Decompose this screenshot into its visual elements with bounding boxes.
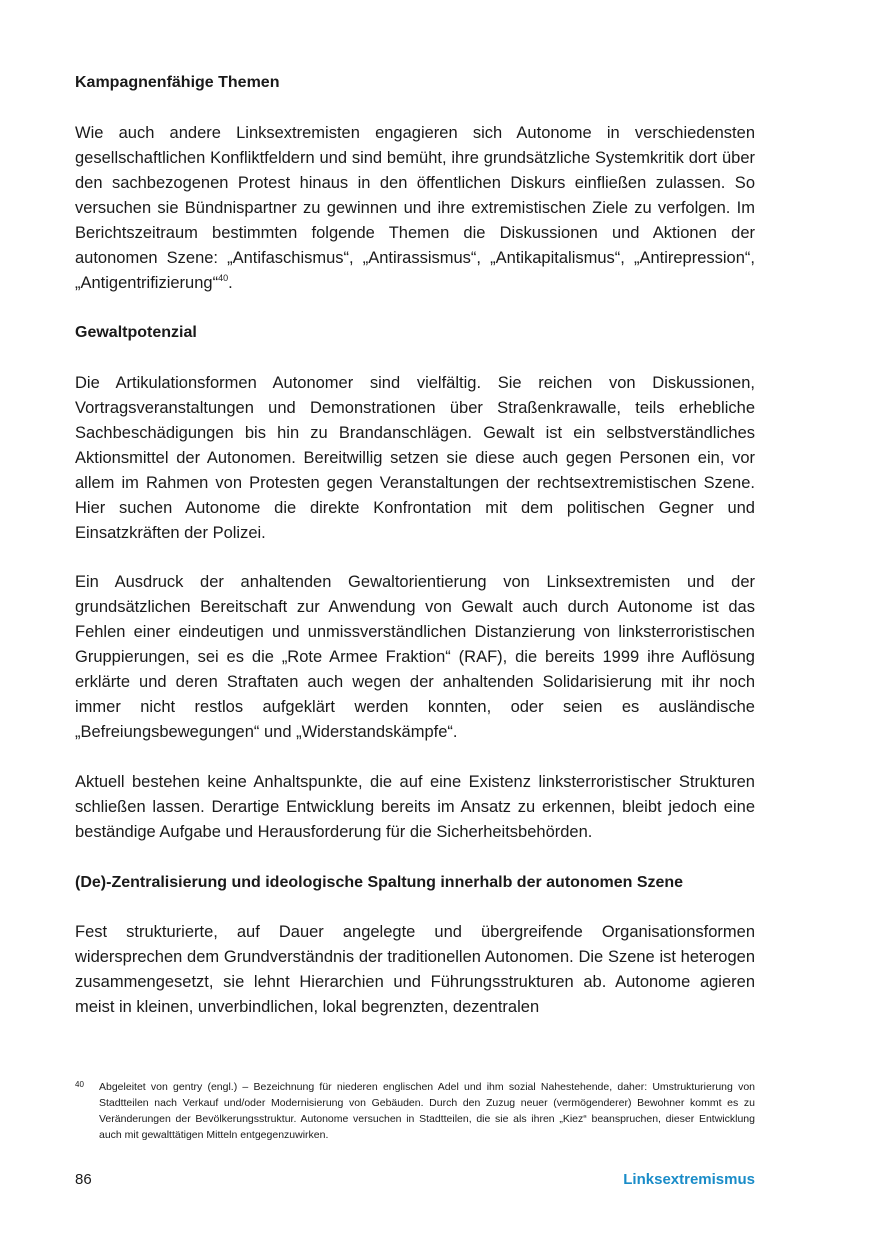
paragraph-zentralisierung: Fest strukturierte, auf Dauer angelegte und übergreifende Organisationsformen widersprechen dem Grundverständnis der traditionellen Autonomen. Die Szene ist heterogen zusammengesetzt, sie lehnt Hierarchien und Führungsstrukturen ab. Autonome agieren meist in kleinen, unverbindlichen, lokal begrenzten, dezentralen bbox=[75, 923, 755, 1016]
footnote-number: 40 bbox=[75, 1080, 84, 1089]
paragraph-gewalt-2: Ein Ausdruck der anhaltenden Gewaltorientierung von Linksextremisten und der grundsätzlichen Bereitschaft zur Anwendung von Gewalt auch durch Autonome ist das Fehlen einer eindeutigen und unmissverständlichen Distanzierung von linksterroristischen Gruppierungen, sei es die „Rote Armee Fraktion“ (RAF), die bereits 1999 ihre Auflösung erklärte und deren Straftaten auch wegen der anhaltenden Solidarisierung mit ihr noch immer nicht restlos aufgeklärt werden konnten, oder seien es ausländische „Befreiungsbewegungen“ und „Widerstandskämpfe“. bbox=[75, 573, 755, 741]
footnote bbox=[75, 1079, 755, 1143]
paragraph-text: Wie auch andere Linksextremisten engagieren sich Autonome in verschiedensten gesellschaftlichen Konfliktfeldern und sind bemüht, ihre grundsätzliche Systemkritik dort über den sachbezogenen Protest hinaus in den öffentlichen Diskurs einfließen zulassen. So versuchen sie Bündnispartner zu gewinnen und ihre extremistischen Ziele zu verfolgen. Im Berichtszeitraum bestimmten folgende Themen die Diskussionen und Aktionen der autonomen Szene: „Antifaschismus“, „Antirassismus“, „Antikapitalismus“, „Antirepression“, „Antigentrifizierung“ bbox=[75, 124, 755, 292]
section-heading-kampagnen: Kampagnenfähige Themen bbox=[75, 74, 280, 91]
paragraph-gewalt-3: Aktuell bestehen keine Anhaltspunkte, die auf eine Existenz linksterroristischer Strukturen schließen lassen. Derartige Entwicklung bereits im Ansatz zu erkennen, bleibt jedoch eine beständige Aufgabe und Herausforderung für die Sicherheitsbehörden. bbox=[75, 773, 755, 841]
section-heading-gewalt: Gewaltpotenzial bbox=[75, 324, 197, 341]
paragraph-gewalt-1: Die Artikulationsformen Autonomer sind vielfältig. Sie reichen von Diskussionen, Vortragsveranstaltungen und Demonstrationen über Straßenkrawalle, teils erhebliche Sachbeschädigungen bis hin zu Brandanschlägen. Gewalt ist ein selbstverständliches Aktionsmittel der Autonomen. Bereitwillig setzen sie diese auch gegen Personen ein, vor allem im Rahmen von Protesten gegen Veranstaltungen der rechtsextremistischen Szene. Hier suchen Autonome die direkte Konfrontation mit dem politischen Gegner und Einsatzkräften der Polizei. bbox=[75, 374, 755, 542]
paragraph-kampagnen bbox=[75, 121, 755, 296]
footnote-reference[interactable]: 40 bbox=[218, 273, 229, 283]
page-number: 86 bbox=[75, 1171, 92, 1188]
paragraph-end: . bbox=[228, 274, 233, 292]
running-title: Linksextremismus bbox=[623, 1171, 755, 1188]
section-heading-zentralisierung: (De)-Zentralisierung und ideologische Spaltung innerhalb der autonomen Szene bbox=[75, 874, 684, 891]
footnote-text: Abgeleitet von gentry (engl.) – Bezeichnung für niederen englischen Adel und ihm sozial Nahestehende, daher: Umstrukturierung von Stadtteilen nach Verkauf und/oder Modernisierung von Gebäuden. Durch den Zuzug neuer (vermögenderer) Bewohner kommt es zu Veränderungen der Bevölkerungsstruktur. Autonome versuchen in Stadtteilen, die sie als ihren „Kiez“ beanspruchen, dieser Entwicklung auch mit gewalttätigen Mitteln entgegenzuwirken. bbox=[99, 1081, 755, 1141]
